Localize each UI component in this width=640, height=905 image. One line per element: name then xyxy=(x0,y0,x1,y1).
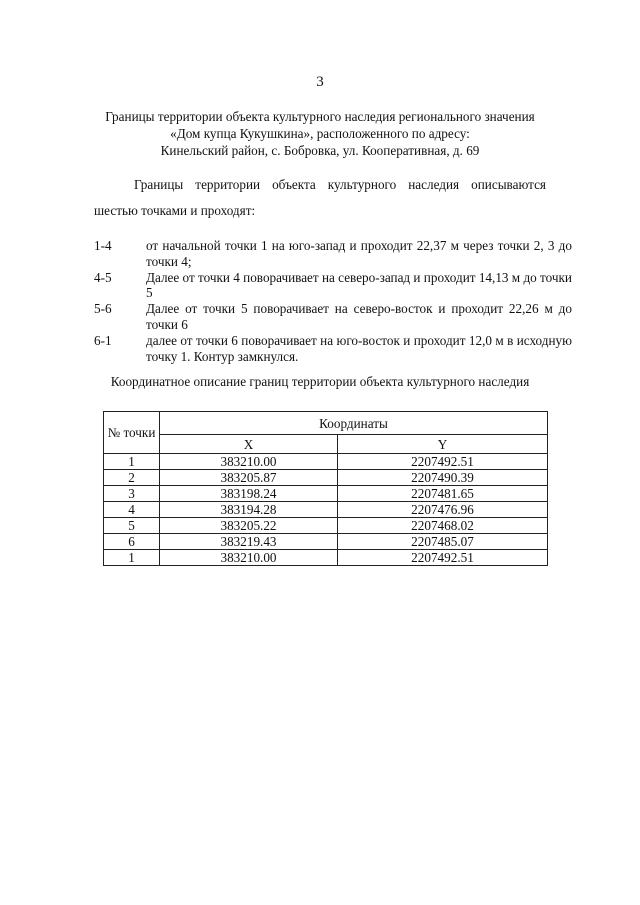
header-coordinates: Координаты xyxy=(160,412,548,435)
title-line: Кинельский район, с. Бобровка, ул. Кооперативная, д. 69 xyxy=(160,143,480,158)
table-row xyxy=(104,486,548,502)
segment-description: от начальной точки 1 на юго-запад и проходит 22,37 м через точки 2, 3 до точки 4; xyxy=(146,238,572,269)
table-row xyxy=(104,502,548,518)
title-line: Границы территории объекта культурного наследия регионального значения xyxy=(105,109,535,124)
segment-description: Далее от точки 5 поворачивает на северо-восток и проходит 22,26 м до точки 6 xyxy=(146,301,572,332)
cell-point: 3 xyxy=(104,486,160,502)
table-row xyxy=(104,454,548,470)
coordinates-table xyxy=(103,411,548,566)
cell-x: 383198.24 xyxy=(160,486,338,502)
document-title xyxy=(60,108,580,159)
cell-y: 2207481.65 xyxy=(338,486,548,502)
segment-description: Далее от точки 4 поворачивает на северо-запад и проходит 14,13 м до точки 5 xyxy=(146,269,572,301)
cell-y: 2207476.96 xyxy=(338,502,548,518)
segment-number: 4-5 xyxy=(94,269,112,285)
segment-number: 5-6 xyxy=(94,301,112,317)
cell-point: 5 xyxy=(104,518,160,534)
intro-text: Границы территории объекта культурного наследия описываются xyxy=(134,177,546,192)
segment-item xyxy=(94,333,572,365)
segment-item xyxy=(94,270,572,302)
cell-point: 1 xyxy=(104,454,160,470)
segment-number: 1-4 xyxy=(94,238,112,253)
header-y: Y xyxy=(338,435,548,454)
cell-x: 383219.43 xyxy=(160,534,338,550)
header-x: X xyxy=(160,435,338,454)
segment-number: 6-1 xyxy=(94,332,112,348)
cell-x: 383205.87 xyxy=(160,470,338,486)
coordinates-caption: Координатное описание границ территории объекта культурного наследия xyxy=(110,374,530,389)
cell-x: 383194.28 xyxy=(160,502,338,518)
segment-item xyxy=(94,301,572,333)
cell-y: 2207485.07 xyxy=(338,534,548,550)
cell-y: 2207492.51 xyxy=(338,454,548,470)
boundary-segments xyxy=(94,238,572,364)
cell-x: 383210.00 xyxy=(160,454,338,470)
cell-y: 2207468.02 xyxy=(338,518,548,534)
title-line: «Дом купца Кукушкина», расположенного по адресу: xyxy=(170,126,470,141)
table-row xyxy=(104,550,548,566)
cell-x: 383210.00 xyxy=(160,550,338,566)
cell-y: 2207492.51 xyxy=(338,550,548,566)
cell-point: 1 xyxy=(104,550,160,566)
table-row xyxy=(104,518,548,534)
segment-description: далее от точки 6 поворачивает на юго-восток и проходит 12,0 м в исходную точку 1. Контур замкнулся. xyxy=(146,332,572,364)
intro-text-continued: шестью точками и проходят: xyxy=(94,203,256,218)
table-row xyxy=(104,534,548,550)
cell-point: 6 xyxy=(104,534,160,550)
header-point-number: № точки xyxy=(104,412,160,454)
cell-y: 2207490.39 xyxy=(338,470,548,486)
segment-item xyxy=(94,238,572,270)
cell-point: 4 xyxy=(104,502,160,518)
cell-x: 383205.22 xyxy=(160,518,338,534)
table-row xyxy=(104,470,548,486)
cell-point: 2 xyxy=(104,470,160,486)
page-number: 3 xyxy=(316,74,324,90)
